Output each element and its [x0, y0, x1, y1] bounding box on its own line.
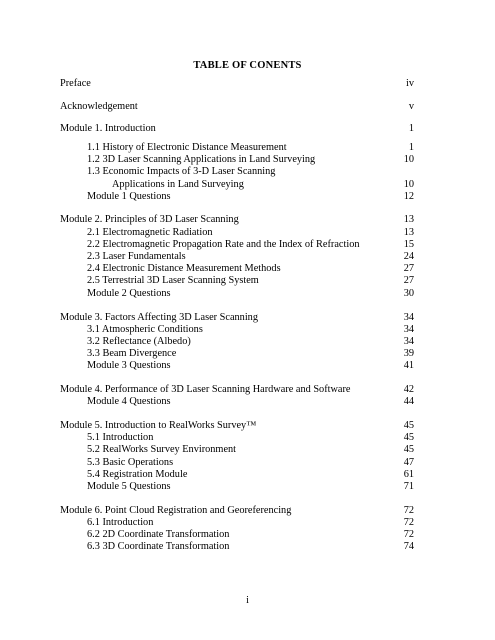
- toc-page-number: 72: [403, 529, 414, 540]
- toc-label: 1.3 Economic Impacts of 3-D Laser Scanning: [87, 166, 276, 177]
- toc-entry: [60, 443, 414, 457]
- toc-label: 2.3 Laser Fundamentals: [87, 251, 186, 262]
- toc-page-number: 47: [403, 457, 414, 468]
- toc-label: 6.1 Introduction: [87, 517, 154, 528]
- toc-label: Module 4. Performance of 3D Laser Scanning Hardware and Software: [60, 384, 351, 395]
- toc-page-number: 34: [403, 336, 414, 347]
- toc-label: Module 1. Introduction: [60, 123, 156, 134]
- toc-page-number: 1: [408, 123, 414, 134]
- toc-entry: [60, 540, 414, 554]
- toc-page-number: 71: [403, 481, 414, 492]
- toc-entry: [60, 190, 414, 204]
- toc-page-number: 61: [403, 469, 414, 480]
- page-title: TABLE OF CONENTS: [193, 60, 302, 71]
- toc-page-number: 15: [403, 239, 414, 250]
- toc-page-number: 44: [403, 396, 414, 407]
- toc-page-number: 72: [403, 505, 414, 516]
- toc-label: Applications in Land Surveying: [112, 179, 244, 190]
- toc-page-number: v: [408, 101, 414, 112]
- toc-page-number: 72: [403, 517, 414, 528]
- toc-entry: [60, 359, 414, 373]
- toc-page-number: 45: [403, 420, 414, 431]
- toc-label: 5.4 Registration Module: [87, 469, 188, 480]
- toc-label: 5.2 RealWorks Survey Environment: [87, 444, 237, 455]
- toc-page-number: 27: [403, 263, 414, 274]
- toc-page-number: 10: [403, 154, 414, 165]
- toc-page-number: 12: [403, 191, 414, 202]
- toc-label: Module 2. Principles of 3D Laser Scanning: [60, 214, 239, 225]
- toc-page-number: 13: [403, 227, 414, 238]
- toc-entry-preface: [60, 77, 414, 91]
- toc-label: Acknowledgement: [60, 101, 138, 112]
- toc-page-number: 27: [403, 275, 414, 286]
- toc-label: Module 5 Questions: [87, 481, 171, 492]
- toc-label: 2.1 Electromagnetic Radiation: [87, 227, 213, 238]
- toc-label: Module 6. Point Cloud Registration and Georeferencing: [60, 505, 292, 516]
- toc-page-number: 45: [403, 432, 414, 443]
- toc-label: Module 3 Questions: [87, 360, 171, 371]
- toc-label: 2.5 Terrestrial 3D Laser Scanning System: [87, 275, 259, 286]
- toc-label: Module 4 Questions: [87, 396, 171, 407]
- toc-entry: [60, 165, 414, 179]
- toc-page-number: 1: [408, 142, 414, 153]
- toc-page-number: 42: [403, 384, 414, 395]
- toc-entry: [60, 287, 414, 301]
- toc-page-number: 39: [403, 348, 414, 359]
- toc-label: 2.4 Electronic Distance Measurement Methods: [87, 263, 281, 274]
- toc-page-number: 13: [403, 214, 414, 225]
- toc-label: Preface: [60, 78, 91, 89]
- toc-label: 2.2 Electromagnetic Propagation Rate and the Index of Refraction: [87, 239, 360, 250]
- toc-page-number: 30: [403, 288, 414, 299]
- toc-label: Module 5. Introduction to RealWorks Survey™: [60, 420, 257, 431]
- toc-page-number: 45: [403, 444, 414, 455]
- toc-label: Module 1 Questions: [87, 191, 171, 202]
- toc-entry-module-1: [60, 122, 414, 136]
- toc-label: 5.1 Introduction: [87, 432, 154, 443]
- toc-page-number: 24: [403, 251, 414, 262]
- toc-page-number: 34: [403, 324, 414, 335]
- toc-page-number: 74: [403, 541, 414, 552]
- toc-entry: [60, 274, 414, 288]
- toc-label: 1.2 3D Laser Scanning Applications in Land Surveying: [87, 154, 316, 165]
- toc-label: 6.3 3D Coordinate Transformation: [87, 541, 230, 552]
- toc-entry: [60, 395, 414, 409]
- page-footer-number: i: [246, 595, 249, 606]
- toc-entry-acknowledgement: [60, 100, 414, 114]
- toc-label: 3.3 Beam Divergence: [87, 348, 177, 359]
- toc-page-number: 10: [403, 179, 414, 190]
- toc-label: 1.1 History of Electronic Distance Measurement: [87, 142, 287, 153]
- toc-label: 6.2 2D Coordinate Transformation: [87, 529, 230, 540]
- toc-label: 3.1 Atmospheric Conditions: [87, 324, 203, 335]
- toc-page-number: 34: [403, 312, 414, 323]
- toc-label: 5.3 Basic Operations: [87, 457, 174, 468]
- toc-entry-module-2: [60, 213, 414, 227]
- toc-page-number: iv: [405, 78, 414, 89]
- toc-label: 3.2 Reflectance (Albedo): [87, 336, 191, 347]
- toc-entry: [60, 480, 414, 494]
- toc-label: Module 2 Questions: [87, 288, 171, 299]
- toc-label: Module 3. Factors Affecting 3D Laser Scanning: [60, 312, 258, 323]
- toc-page-number: 41: [403, 360, 414, 371]
